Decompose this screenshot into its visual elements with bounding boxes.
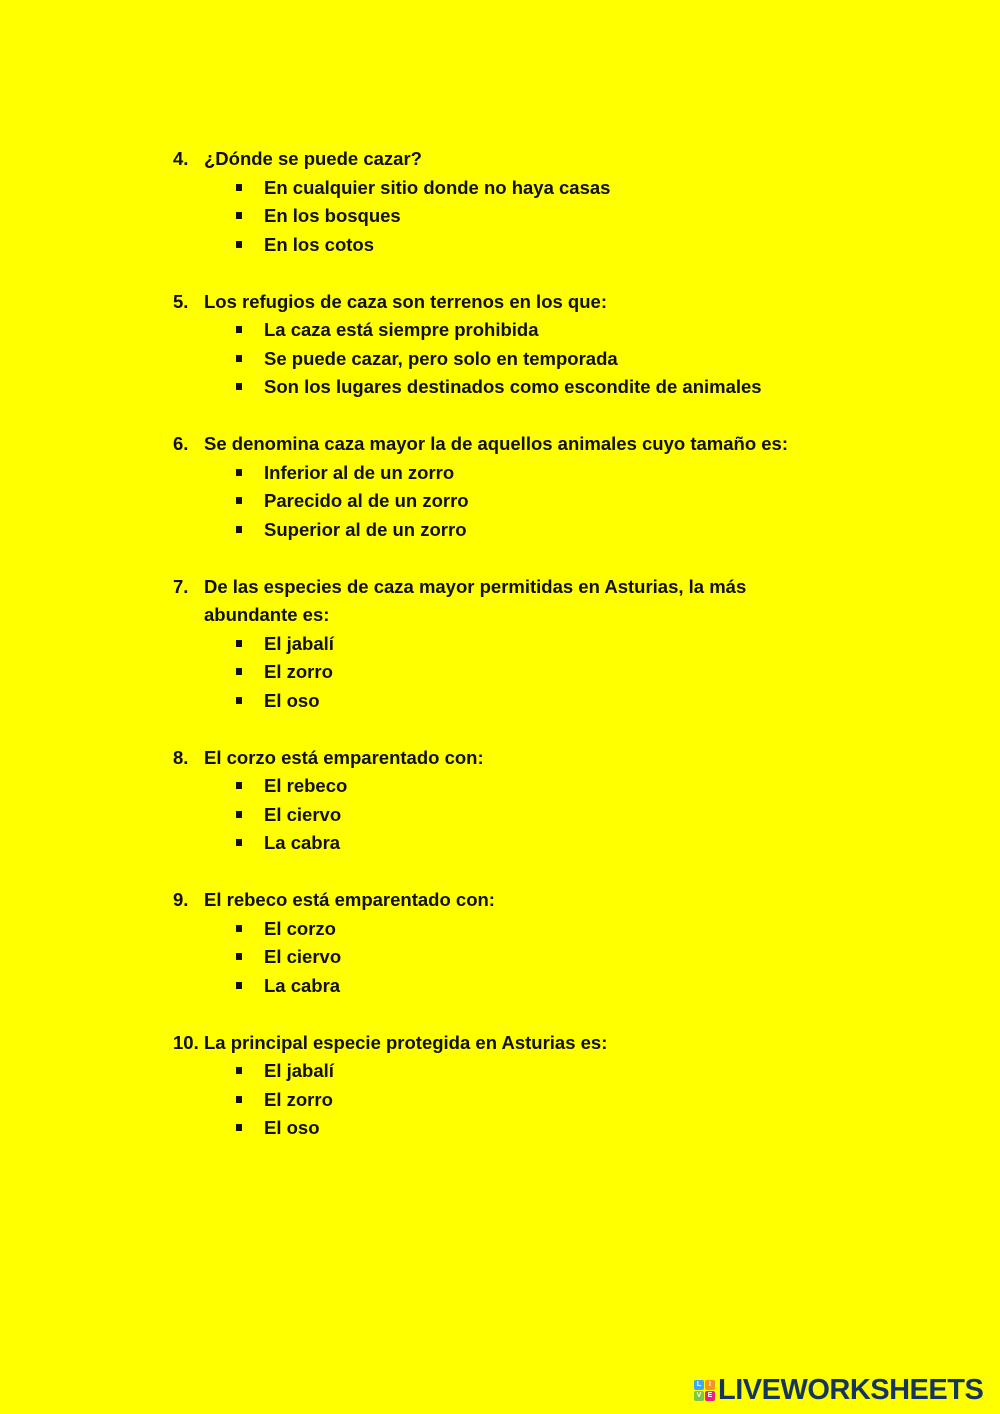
question-item <box>173 288 833 402</box>
option-text: La cabra <box>264 974 341 996</box>
answer-option[interactable] <box>173 345 833 374</box>
question-number: 10. <box>173 1031 199 1053</box>
square-bullet-icon <box>236 668 242 675</box>
option-text: La caza está siempre prohibida <box>264 319 539 340</box>
option-list <box>173 772 833 858</box>
answer-option[interactable] <box>173 772 833 801</box>
brand-name: LIVEWORKSHEETS <box>718 1374 984 1406</box>
answer-option[interactable] <box>173 316 833 345</box>
option-text: Inferior al de un zorro <box>264 461 455 483</box>
option-text: El corzo <box>264 917 336 939</box>
answer-option[interactable] <box>173 972 833 1001</box>
square-bullet-icon <box>236 782 242 789</box>
brand-mark-icon <box>694 1380 715 1401</box>
option-list <box>173 316 833 402</box>
square-bullet-icon <box>236 1067 242 1074</box>
question-line <box>173 288 833 317</box>
question-number: 5. <box>173 290 189 312</box>
question-item <box>173 886 833 1000</box>
option-text: En los bosques <box>264 205 401 226</box>
liveworksheets-logo <box>694 1375 983 1405</box>
square-bullet-icon <box>236 982 242 989</box>
question-line <box>173 744 833 773</box>
answer-option[interactable] <box>173 829 833 858</box>
question-item <box>173 430 833 544</box>
square-bullet-icon <box>236 640 242 647</box>
answer-option[interactable] <box>173 373 833 402</box>
question-line <box>173 1029 833 1058</box>
brand-mark-tile: I <box>705 1380 715 1390</box>
option-text: La cabra <box>264 832 341 853</box>
option-list <box>173 630 833 716</box>
question-text: El rebeco está emparentado con: <box>204 889 495 910</box>
question-text: El corzo está emparentado con: <box>204 746 484 768</box>
option-text: En los cotos <box>264 233 374 255</box>
option-list <box>173 1057 833 1143</box>
question-line <box>173 145 833 174</box>
option-list <box>173 915 833 1001</box>
brand-mark-tile: L <box>694 1380 704 1390</box>
option-text: Son los lugares destinados como escondite de animales <box>264 376 762 397</box>
answer-option[interactable] <box>173 943 833 972</box>
square-bullet-icon <box>236 1124 242 1131</box>
square-bullet-icon <box>236 497 242 504</box>
question-line <box>173 886 833 915</box>
question-line <box>173 573 833 630</box>
answer-option[interactable] <box>173 174 833 203</box>
answer-option[interactable] <box>173 459 833 488</box>
question-item <box>173 573 833 716</box>
question-list <box>173 145 833 1171</box>
question-text: Los refugios de caza son terrenos en los que: <box>204 290 607 312</box>
question-text: De las especies de caza mayor permitidas en Asturias, la más abundante es: <box>204 575 747 625</box>
option-text: Superior al de un zorro <box>264 518 467 540</box>
question-text: Se denomina caza mayor la de aquellos animales cuyo tamaño es: <box>204 433 788 454</box>
square-bullet-icon <box>236 811 242 818</box>
option-list <box>173 174 833 260</box>
answer-option[interactable] <box>173 202 833 231</box>
brand-mark-tile: E <box>705 1391 715 1401</box>
answer-option[interactable] <box>173 915 833 944</box>
question-number: 9. <box>173 889 189 910</box>
answer-option[interactable] <box>173 487 833 516</box>
option-text: El jabalí <box>264 632 334 654</box>
brand-mark-tile: V <box>694 1391 704 1401</box>
answer-option[interactable] <box>173 630 833 659</box>
option-text: El oso <box>264 1117 320 1138</box>
option-text: Parecido al de un zorro <box>264 490 469 511</box>
square-bullet-icon <box>236 1096 242 1103</box>
square-bullet-icon <box>236 326 242 333</box>
square-bullet-icon <box>236 925 242 932</box>
question-number: 4. <box>173 148 189 169</box>
square-bullet-icon <box>236 212 242 219</box>
question-number: 6. <box>173 433 189 454</box>
square-bullet-icon <box>236 184 242 191</box>
question-text: La principal especie protegida en Asturias es: <box>204 1031 608 1053</box>
option-text: El jabalí <box>264 1060 334 1081</box>
question-item <box>173 145 833 259</box>
option-list <box>173 459 833 545</box>
question-line <box>173 430 833 459</box>
answer-option[interactable] <box>173 1114 833 1143</box>
answer-option[interactable] <box>173 1086 833 1115</box>
question-item <box>173 1029 833 1143</box>
option-text: Se puede cazar, pero solo en temporada <box>264 347 618 369</box>
question-number: 7. <box>173 575 189 597</box>
answer-option[interactable] <box>173 231 833 260</box>
square-bullet-icon <box>236 839 242 846</box>
option-text: El zorro <box>264 1088 333 1110</box>
square-bullet-icon <box>236 469 242 476</box>
square-bullet-icon <box>236 241 242 248</box>
option-text: El ciervo <box>264 946 342 967</box>
option-text: El rebeco <box>264 775 348 796</box>
option-text: En cualquier sitio donde no haya casas <box>264 176 611 198</box>
answer-option[interactable] <box>173 1057 833 1086</box>
square-bullet-icon <box>236 697 242 704</box>
square-bullet-icon <box>236 953 242 960</box>
square-bullet-icon <box>236 355 242 362</box>
answer-option[interactable] <box>173 658 833 687</box>
option-text: El oso <box>264 689 320 711</box>
question-text: ¿Dónde se puede cazar? <box>204 148 422 169</box>
option-text: El zorro <box>264 661 333 682</box>
square-bullet-icon <box>236 526 242 533</box>
answer-option[interactable] <box>173 687 833 716</box>
question-number: 8. <box>173 746 189 768</box>
question-item <box>173 744 833 858</box>
answer-option[interactable] <box>173 516 833 545</box>
option-text: El ciervo <box>264 803 342 825</box>
square-bullet-icon <box>236 383 242 390</box>
answer-option[interactable] <box>173 801 833 830</box>
